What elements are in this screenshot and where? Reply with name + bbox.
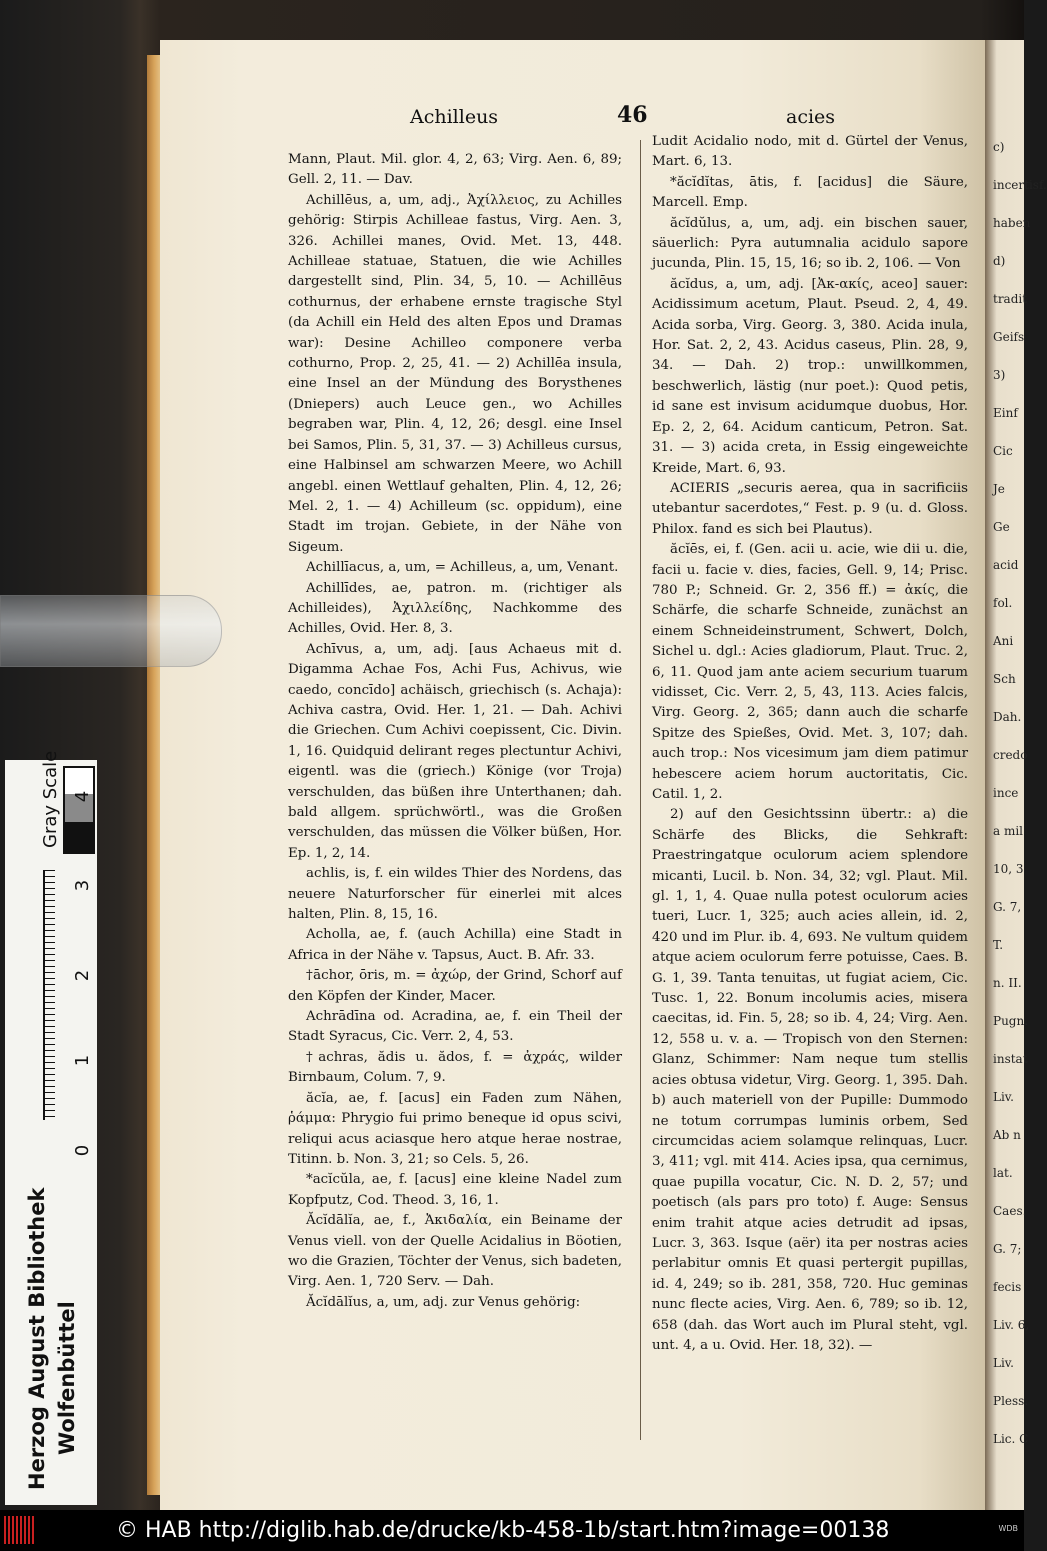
ruler-number: 0	[72, 1144, 94, 1157]
margin-fragment: lat.	[993, 1166, 1013, 1180]
library-name-line2: Wolfenbüttel	[55, 1301, 79, 1455]
margin-fragment: credo	[993, 748, 1028, 762]
left-entry: ăcĭa, ae, f. [acus] ein Faden zum Nähen, ῥάμμα: Phrygio fui primo beneque id opus scivi, reliqui acus aciasque hero atque herae nostrae, Titinn. b. Non. 3, 21; so Cels. 5, 26.	[288, 1090, 622, 1167]
library-name-line1: Herzog August Bibliothek	[25, 1187, 49, 1490]
page-clip	[0, 595, 222, 667]
hab-logo-icon	[4, 1516, 34, 1544]
margin-fragment: ince	[993, 786, 1019, 800]
left-entry: Acholla, ae, f. (auch Achilla) eine Stadt in Africa in der Nähe v. Tapsus, Auct. B. Afr. 33.	[288, 927, 622, 963]
right-column	[652, 132, 968, 1356]
left-entry: Achrādīna od. Acradina, ae, f. ein Theil der Stadt Syracus, Cic. Verr. 2, 4, 53.	[288, 1009, 622, 1045]
footer-small-mark: WDB	[998, 1524, 1018, 1533]
margin-fragment: c)	[993, 140, 1005, 154]
ruler-number: 2	[72, 969, 94, 982]
margin-fragment: Ani	[993, 634, 1014, 648]
right-entry: ACIERIS „securis aerea, qua in sacrificiis utebantur sacerdotes,“ Fest. p. 9 (u. d. Gloss. Philox. fand es sich bei Plautus).	[652, 480, 968, 537]
margin-fragment: fecis	[993, 1280, 1022, 1294]
margin-fragment: Liv. 6,	[993, 1318, 1030, 1332]
left-entry: Mann, Plaut. Mil. glor. 4, 2, 63; Virg. Aen. 6, 89; Gell. 2, 11. — Dav.	[288, 152, 622, 188]
margin-fragment: a mil	[993, 824, 1024, 838]
right-entry: ăcĭēs, ei, f. (Gen. acii u. acie, wie dii u. die, facii u. facie v. dies, facies, Gell. 9, 14; Prisc. 780 P.; Schneid. Gr. 2, 356 ff.) = ἀκίς, die Schärfe, die scharfe Schneide, zunächst an einem Schneideinstrument, Schwert, Dolch, Sichel u. dgl.: Acies gladiorum, Plaut. Truc. 2, 6, 11. Quod jam ante aciem securium tuarum vidisset, Cic. Verr. 2, 5, 43, 113. Acies falcis, Virg. Georg. 2, 365; dann auch die scharfe Spitze des Spießes, Ovid. Met. 3, 107; dah. auch trop.: Nos vicesimum jam diem patimur hebescere aciem horum auctoritatis, Cic. Catil. 1, 2.	[652, 542, 968, 802]
margin-fragment: d)	[993, 254, 1006, 268]
margin-fragment: Pugn.	[993, 1014, 1029, 1028]
margin-fragment: 10, 3	[993, 862, 1024, 876]
page-number: 46	[617, 102, 648, 128]
right-entry: Ludit Acidalio nodo, mit d. Gürtel der Venus, Mart. 6, 13.	[652, 134, 968, 170]
left-entry: Achillēus, a, um, adj., Ἀχίλλειος, zu Achilles gehörig: Stirpis Achilleae fastus, Virg. Aen. 3, 326. Achillei manes, Ovid. Met. 13, 448. Achilleae statuae, Statuen, die wie Achilles dargestellt sind, Plin. 34, 5, 10. — Achillēus cothurnus, der erhabene ernste tragische Styl (da Achill ein Held des alten Epos und Dramas war): Desine Achilleo componere verba cothurno, Prop. 2, 25, 41. — 2) Achillēa insula, eine Insel an der Mündung des Borysthenes (Dniepers) auch Leuce gen., wo Achilles begraben war, Plin. 4, 12, 26; desgl. eine Insel bei Samos, Plin. 5, 31, 37. — 3) Achilleus cursus, eine Halbinsel am schwarzen Meere, wo Achill angebl. einen Wettlauf gehalten, Plin. 4, 12, 26; Mel. 2, 1. — 4) Achilleum (sc. oppidum), eine Stadt im trojan. Gebiete, in der Nähe von Sigeum.	[288, 192, 622, 555]
right-entry: *ăcĭdĭtas, ātis, f. [acidus] die Säure, Marcell. Emp.	[652, 174, 968, 211]
gray-scale-ruler	[5, 750, 97, 1505]
right-entry: ăcĭdŭlus, a, um, adj. ein bischen sauer, säuerlich: Pyra autumnalia acidulo sapore jucunda, Plin. 15, 15, 16; so ib. 2, 106. — Von	[652, 215, 968, 272]
margin-fragment: Dah.	[993, 710, 1022, 724]
margin-fragment: G. 7;	[993, 1242, 1022, 1256]
footer-bar	[0, 1510, 1024, 1551]
ruler-ticks	[45, 870, 55, 1120]
margin-fragment: n. II.	[993, 976, 1022, 990]
margin-fragment: Liv.	[993, 1090, 1014, 1104]
margin-fragment: Ge	[993, 520, 1010, 534]
left-entry: †achras, ădis u. ădos, f. = ἀχράς, wilder Birnbaum, Colum. 7, 9.	[288, 1049, 622, 1086]
left-entry: Ăcĭdālĭus, a, um, adj. zur Venus gehörig:	[306, 1294, 581, 1310]
column-rule	[640, 140, 641, 1440]
swatch-black	[63, 822, 95, 854]
running-head-left: Achilleus	[410, 106, 499, 128]
margin-fragment: incertisf.	[993, 178, 1047, 192]
margin-fragment: G. 7,	[993, 900, 1022, 914]
margin-fragment: Je	[993, 482, 1005, 496]
margin-fragment: Pless.	[993, 1394, 1029, 1408]
running-head-right: acies	[786, 106, 836, 128]
gray-scale-label: Gray Scale	[40, 750, 61, 848]
left-entry: Achīvus, a, um, adj. [aus Achaeus mit d. Digamma Achae Fos, Achi Fus, Achivus, wie caedo, concīdo] achäisch, griechisch (s. Achaja): Achiva castra, Ovid. Her. 1, 21. — Dah. Achivi die Griechen. Cum Achivi coepissent, Cic. Divin. 1, 16. Quidquid delirant reges plectuntur Achivi, eigentl. was die (griech.) Könige (vor Troja) verschulden, das büßen ihre Unterthanen; dah. bald allgem. sprüchwörtl., was die Großen verschulden, das müssen die Völker büßen, Hor. Ep. 1, 2, 14.	[288, 641, 622, 861]
margin-fragment: haben	[993, 216, 1031, 230]
next-page-strip	[985, 40, 1047, 1510]
left-entry: Ăcĭdālĭa, ae, f., Ἀκιδαλία, ein Beiname der Venus viell. von der Quelle Acidalius in Böotien, wo die Grazien, Töchter der Venus, sich badeten, Virg. Aen. 1, 720 Serv. — Dah.	[288, 1213, 622, 1290]
margin-fragment: acid	[993, 558, 1019, 572]
footer-url[interactable]: © HAB http://diglib.hab.de/drucke/kb-458-1b/start.htm?image=00138	[116, 1518, 890, 1543]
left-entry: Achillīacus, a, um, = Achilleus, a, um, Venant.	[306, 560, 619, 576]
right-entry: 2) auf den Gesichtssinn übertr.: a) die Schärfe des Blicks, die Sehkraft: Praestringatque oculorum aciem splendore micanti, Lucil. b. Non. 34, 32; vgl. Plaut. Mil. gl. 1, 1, 4. Quae nulla potest oculorum acies tueri, Lucr. 1, 325; auch acies allein, id. 2, 420 und im Plur. ib. 4, 693. Ne vultum quidem atque aciem oculorum ferre potuisse, Caes. B. G. 1, 39. Tanta tenuitas, ut fugiat aciem, Cic. Tusc. 1, 22. Bonum incolumis acies, misera caecitas, id. Fin. 5, 28; so ib. 4, 24; Virg. Aen. 12, 558 u. v. a. — Tropisch von den Sternen: Glanz, Schimmer: Nam neque tum stellis acies obtusa videtur, Virg. Georg. 1, 395. Dah. b) auch materiell von der Pupille: Dummodo ne totum corrumpas luminis orbem, Sed circumcidas aciem solamque relinquas, Lucr. 3, 411; vgl. mit 414. Acies ipsa, qua cernimus, quae pupilla vocatur, Cic. N. D. 2, 57; und poetisch (als pars pro toto) f. Auge: Sensus enim trahit atque acies detrudit ad ipsas, Lucr. 3, 363. Isque (aër) ita per nostras acies perlabitur omnis Et quasi pertergit pupillas, id. 4, 249; so ib. 281, 358, 720. Huc geminas nunc flecte acies, Virg. Aen. 6, 789; so ib. 12, 658 (dah. das Wort auch im Plural steht, vgl. unt. 4, a u. Ovid. Her. 18, 32). —	[652, 807, 968, 1353]
margin-fragment: Caes.	[993, 1204, 1027, 1218]
ruler-number: 4	[72, 790, 94, 803]
left-entry: Achillīdes, ae, patron. m. (richtiger als Achilleides), Ἀχιλλείδης, Nachkomme des Achilles, Ovid. Her. 8, 3.	[288, 580, 622, 637]
left-entry: *acĭcŭla, ae, f. [acus] eine kleine Nadel zum Kopfputz, Cod. Theod. 3, 16, 1.	[288, 1172, 622, 1208]
margin-fragment: Geifs	[993, 330, 1025, 344]
left-entry: achlis, is, f. ein wildes Thier des Nordens, das neuere Naturforscher für einerlei mit alces halten, Plin. 8, 15, 16.	[288, 866, 622, 923]
ruler-number: 1	[72, 1054, 94, 1067]
margin-fragment: Lic. C	[993, 1432, 1029, 1446]
margin-fragment: tradit	[993, 292, 1028, 306]
margin-fragment: Ab n	[993, 1128, 1021, 1142]
margin-fragment: fol.	[993, 596, 1013, 610]
ruler-number: 3	[72, 879, 94, 892]
margin-fragment: 3)	[993, 368, 1006, 382]
margin-fragment: Liv.	[993, 1356, 1014, 1370]
left-entry: †āchor, ōris, m. = ἀχώρ, der Grind, Schorf auf den Köpfen der Kinder, Macer.	[288, 968, 622, 1004]
margin-fragment: Einf	[993, 406, 1018, 420]
left-column	[288, 150, 622, 1313]
right-entry: ăcĭdus, a, um, adj. [Ἀκ-ακίς, aceo] sauer: Acidissimum acetum, Plaut. Pseud. 2, 4, 49. Acida sorba, Virg. Georg. 3, 380. Acida inula, Hor. Sat. 2, 2, 43. Acidus caseus, Plin. 28, 9, 34. — Dah. 2) trop.: unwillkommen, beschwerlich, lästig (nur poet.): Quod petis, id sane est invisum acidumque duobus, Hor. Ep. 2, 2, 64. Acidum canticum, Petron. Sat. 31. — 3) acida creta, in Essig eingeweichte Kreide, Mart. 6, 93.	[652, 276, 968, 476]
margin-fragment: Sch	[993, 672, 1016, 686]
margin-fragment: T.	[993, 938, 1004, 952]
margin-fragment: Cic	[993, 444, 1013, 458]
margin-fragment: instat	[993, 1052, 1028, 1066]
